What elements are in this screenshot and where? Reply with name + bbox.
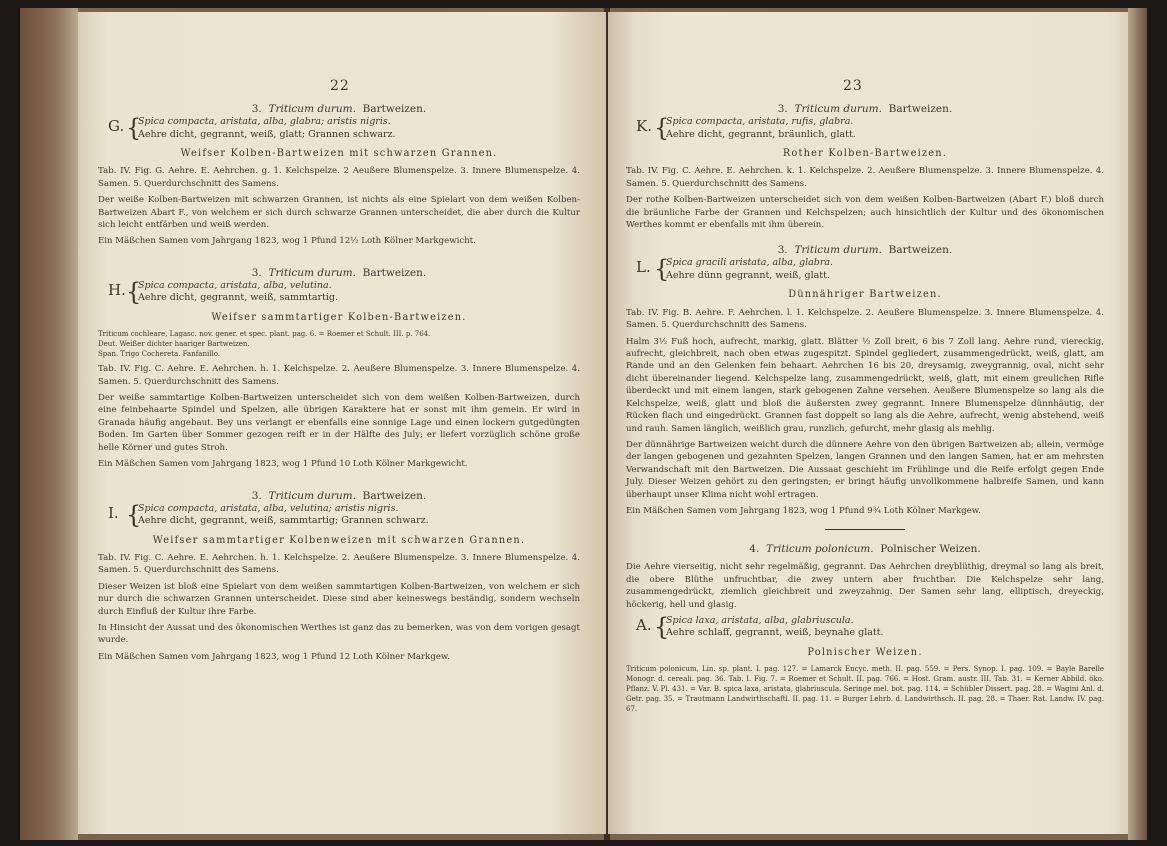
variety-letter: A. bbox=[636, 615, 652, 634]
variety-heading: Rother Kolben-Bartweizen. bbox=[782, 148, 948, 159]
page-number: 23 bbox=[843, 78, 863, 94]
section-divider bbox=[825, 529, 905, 530]
paragraph: Halm 3½ Fuß hoch, aufrecht, markig, glatt. Blätter ½ Zoll breit, 6 bis 7 Zoll lang. Aehre rund, viereckig, aufrecht, gleichbreit, nach oben etwas zugespitzt. Spindel gegliedert, zusammengedrückt, weiß, glatt, am Rande und an den Gelenken fein behaart. Aehrchen 16 bis 20, dreysamig, zweygrannig, oval, nicht sehr dicht übereinander liegend. Kelchspelze lang, zusammengedrückt, weiß, glatt, mit einem greulichen Rifle überdeckt und mit einem langen, stark gebogenen Zahne versehen. Aeußere Blumenspelze so lang als die Kelchspelze, weiß, glatt und bloß die äußersten zwey gegrannt. Innere Blumenspelze dünnhäutig, der Rücken flach und eingedrückt. Grannen fast doppelt so lang als die Aehre, aufrecht, wenig abstehend, weiß und rauh. Samen länglich, weißlich grau, runzlich, gefurcht, mehr glasig als mehlig. bbox=[626, 336, 1104, 434]
paragraph: Die Aehre vierseitig, nicht sehr regelmäßig, gegrannt. Das Aehrchen dreyblüthig, dreymal so lang als breit, die obere Blüthe unfruchtbar, die zwey untern aber fruchtbar. Die Kelchspelze sehr lang, zusammengedrückt, ziemlich gleichbreit und zweyzahnig. Der Samen sehr lang, elliptisch, dreyeckig, höckerig, hell und glasig. bbox=[626, 562, 1104, 610]
brace-icon: { bbox=[126, 500, 142, 529]
synonym-reference: Triticum cochleare, Lagasc. nov. gener. et spec. plant. pag. 6. = Roemer et Schult. III. p. 764. bbox=[98, 330, 431, 339]
variety-letter: I. bbox=[108, 503, 119, 522]
synonym-reference: Span. Trigo Cochereta. Fanfanillo. bbox=[98, 350, 221, 359]
left-page bbox=[78, 12, 606, 834]
brace-icon: { bbox=[654, 255, 670, 284]
book bbox=[20, 8, 1147, 840]
paragraph: Dieser Weizen ist bloß eine Spielart von dem weißen sammtartigen Kolben-Bartweizen, von welchem er sich nur durch die schwarzen Grannen unterscheidet. Diese sind aber keineswegs beständig, sondern wechseln durch Einfluß der Kultur ihre Farbe. bbox=[98, 581, 580, 617]
left-text-block bbox=[98, 102, 580, 667]
synonym-reference: Deut. Weißer dichter haariger Bartweizen. bbox=[98, 340, 250, 349]
paragraph: Der weiße sammtartige Kolben-Bartweizen unterscheidet sich von dem weißen Kolben-Bartweizen, durch eine feinbehaarte Spindel und Spelzen, alle übrigen Karaktere hat er sonst mit ihm gemein. Er wird in Granada häufig angebaut. Bey uns verlangt er ebenfalls eine sonnige Lage und einen lockern gutgedüngten Boden. Im Garten über Sommer gezogen reift er in der Hälfte des July; er liefert vorzüglich schöne große helle Körner und gutes Stroh. bbox=[98, 393, 580, 453]
section-polonicum bbox=[626, 542, 1104, 714]
table-reference: Tab. IV. Fig. B. Aehre. F. Aehrchen. l. 1. Kelchspelze. 2. Aeußere Blumenspelze. 3. Innere Blumenspelze. 4. Samen. 5. Querdurchschnitt des Samens. bbox=[626, 307, 1104, 331]
variety-heading: Weifser Kolben-Bartweizen mit schwarzen Grannen. bbox=[180, 148, 498, 159]
variety-letter: L. bbox=[636, 258, 651, 277]
section-i bbox=[98, 489, 580, 664]
paragraph: Ein Mäßchen Samen vom Jahrgang 1823, wog 1 Pfund 12½ Loth Kölner Markgewicht. bbox=[98, 236, 476, 247]
section-g bbox=[98, 102, 580, 248]
variety-letter: K. bbox=[636, 117, 652, 135]
book-edge-right bbox=[1128, 8, 1147, 840]
diagnosis: A. { Spica laxa, aristata, alba, glabriuscula. Aehre schlaff, gegrannt, weiß, beynahe glatt. bbox=[636, 612, 884, 641]
diagnosis: K. { Spica compacta, aristata, rufis, glabra. Aehre dicht, gegrannt, bräunlich, glatt. bbox=[636, 114, 856, 142]
right-text-block bbox=[626, 102, 1104, 714]
section-title: 3. Triticum durum. Bartweizen. bbox=[777, 103, 953, 115]
section-title: 4. Triticum polonicum. Polnischer Weizen. bbox=[749, 543, 981, 556]
section-h bbox=[98, 266, 580, 471]
variety-heading: Dünnähriger Bartweizen. bbox=[788, 289, 942, 301]
table-reference: Tab. IV. Fig. C. Aehre. E. Aehrchen. h. 1. Kelchspelze. 2. Aeußere Blumenspelze. 3. Innere Blumenspelze. 4. Samen. 5. Querdurchschnitt des Samens. bbox=[98, 364, 580, 387]
section-title: 3. Triticum durum. Bartweizen. bbox=[777, 244, 953, 257]
synonym-reference: Triticum polonicum, Lin. sp. plant. I. pag. 127. = Lamarck Encyc. meth. II. pag. 559. = Pers. Synop. I. pag. 109. = Bayle Barelle Monogr. d. cereali. pag. 36. Tab. I. Fig. 7. = Roemer et Schult. II. pag. 766. = Host. Gram. austr. III. Tab. 31. = Kerner Abbild. öko. Pflanz. V. Pl. 431. = Var. B. spica laxa, aristata, glabriuscula. Seringe mel. bot. pag. 114. = Schübler Dissert. pag. 28. = Wagini Anl. d. Getr. pag. 35. = Trautmann Landwirthschaftl. II. pag. 11. = Burger Lehrb. d. Landwirthsch. II. pag. 28. = Thaer. Rat. Landw. IV. pag. 67. bbox=[626, 665, 1104, 714]
page-number: 22 bbox=[330, 78, 350, 94]
paragraph: Der weiße Kolben-Bartweizen mit schwarzen Grannen, ist nichts als eine Spielart von dem weißen Kolben-Bartweizen Abart F., von welchem er sich durch schwarze Grannen unterscheidet, die aber durch die Kultur sich leicht entfärben und weiß werden. bbox=[98, 195, 580, 231]
paragraph: In Hinsicht der Aussat und des ökonomischen Werthes ist ganz das zu bemerken, was von dem vorigen gesagt wurde. bbox=[98, 622, 581, 646]
variety-letter: G. bbox=[108, 117, 125, 135]
brace-icon: { bbox=[654, 612, 670, 641]
section-k bbox=[626, 102, 1104, 231]
variety-heading: Weifser sammtartiger Kolben-Bartweizen. bbox=[211, 311, 467, 323]
section-title: 3. Triticum durum. Bartweizen. bbox=[251, 103, 427, 115]
variety-heading: Weifser sammtartiger Kolbenweizen mit schwarzen Grannen. bbox=[152, 534, 526, 546]
paragraph: Der rothe Kolben-Bartweizen unterscheidet sich von dem weißen Kolben-Bartweizen (Abart F.) bloß durch die bräunliche Farbe der Grannen und Kelchspelzen; auch hinsichtlich der Kultur und des ökonomischen Werthes kommt er ebenfalls mit ihm überein. bbox=[626, 195, 1104, 231]
diagnosis: H. { Spica compacta, aristata, alba, velutina. Aehre dicht, gegrannt, weiß, sammtartig. bbox=[108, 277, 338, 306]
table-reference: Tab. IV. Fig. C. Aehre. E. Aehrchen. k. 1. Kelchspelze. 2. Aeußere Blumenspelze. 3. Innere Blumenspelze. 4. Samen. 5. Querdurchschnitt des Samens. bbox=[626, 166, 1104, 189]
section-title: 3. Triticum durum. Bartweizen. bbox=[251, 266, 427, 279]
right-page bbox=[608, 12, 1128, 834]
brace-icon: { bbox=[126, 114, 142, 142]
brace-icon: { bbox=[126, 277, 142, 306]
variety-letter: H. bbox=[108, 280, 126, 299]
paragraph: Ein Mäßchen Samen vom Jahrgang 1823, wog 1 Pfund 9¾ Loth Kölner Markgew. bbox=[626, 505, 981, 516]
paragraph: Ein Mäßchen Samen vom Jahrgang 1823, wog 1 Pfund 12 Loth Kölner Markgew. bbox=[98, 651, 450, 662]
table-reference: Tab. IV. Fig. C. Aehre. E. Aehrchen. h. 1. Kelchspelze. 2. Aeußere Blumenspelze. 3. Innere Blumenspelze. 4. Samen. 5. Querdurchschnitt des Samens. bbox=[98, 552, 580, 576]
variety-heading: Polnischer Weizen. bbox=[807, 646, 923, 658]
section-title: 3. Triticum durum. Bartweizen. bbox=[251, 489, 427, 502]
diagnosis: L. { Spica gracili aristata, alba, glabra. Aehre dünn gegrannt, weiß, glatt. bbox=[636, 255, 834, 284]
book-edge-left bbox=[20, 8, 78, 840]
paragraph: Ein Mäßchen Samen vom Jahrgang 1823, wog 1 Pfund 10 Loth Kölner Markgewicht. bbox=[98, 459, 468, 470]
section-l bbox=[626, 243, 1104, 517]
diagnosis: G. { Spica compacta, aristata, alba, glabra; aristis nigris. Aehre dicht, gegrannt, weiß, glatt; Grannen schwarz. bbox=[108, 114, 396, 142]
diagnosis: I. { Spica compacta, aristata, alba, velutina; aristis nigris. Aehre dicht, gegrannt, weiß, sammtartig; Grannen schwarz. bbox=[108, 500, 429, 529]
table-reference: Tab. IV. Fig. G. Aehre. E. Aehrchen. g. 1. Kelchspelze. 2 Aeußere Blumenspelze. 3. Innere Blumenspelze. 4. Samen. 5. Querdurchschnitt des Samens. bbox=[98, 166, 580, 189]
paragraph: Der dünnährige Bartweizen weicht durch die dünnere Aehre von den übrigen Bartweizen ab; allein, vermöge der langen gebogenen und gezahnten Spelzen, langen Grannen und den langen Samen, hat er am mehrsten Verwandschaft mit den Bartweizen. Die Aussaat geschieht im Frühlinge und die Reife erfolgt gegen Ende July. Dieser Weizen gehört zu den geringsten; er bringt häufig unvollkommene halbreife Samen, und kann überhaupt unser Klima nicht wohl ertragen. bbox=[626, 439, 1104, 500]
brace-icon: { bbox=[654, 114, 670, 142]
